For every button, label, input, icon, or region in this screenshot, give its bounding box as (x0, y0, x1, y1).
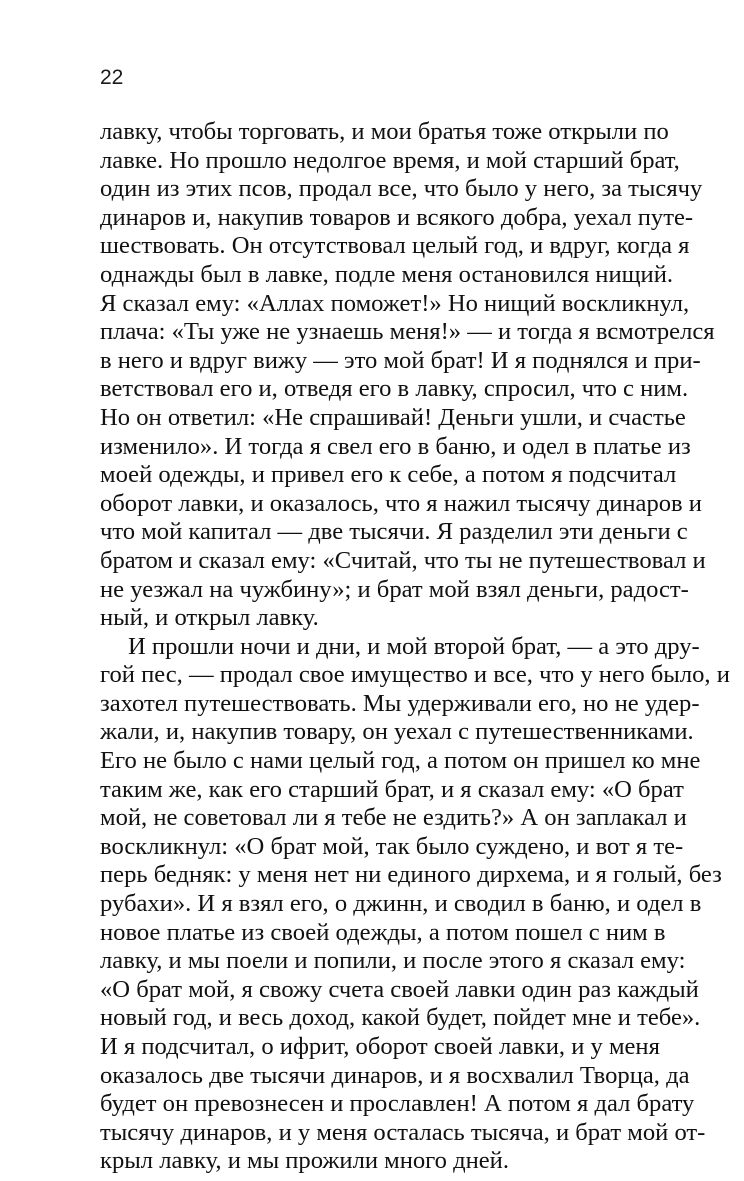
text-line: будет он превознесен и прославлен! А потом я дал брату (100, 1090, 695, 1118)
text-line: ный, и открыл лавку. (100, 604, 319, 632)
text-line: И прошли ночи и дни, и мой второй брат, — а это дру- (128, 632, 700, 660)
text-line: Я сказал ему: «Аллах поможет!» Но нищий воскликнул, (100, 289, 690, 317)
text-line: не уезжал на чужбину»; и брат мой взял деньги, радост- (100, 575, 689, 603)
text-line: братом и сказал ему: «Считай, что ты не путешествовал и (100, 546, 706, 574)
text-line: динаров и, накупив товаров и всякого добра, уехал путе- (100, 203, 694, 231)
text-line: Но он ответил: «Не спрашивай! Деньги ушли, и счастье (100, 403, 686, 431)
text-line: мой, не советовал ли я тебе не ездить?» А он заплакал и (100, 804, 687, 832)
text-line: плача: «Ты уже не узнаешь меня!» — и тогда я всмотрелся (100, 318, 715, 346)
text-line: ветствовал его и, отведя его в лавку, спросил, что с ним. (100, 375, 689, 403)
text-line: И я подсчитал, о ифрит, оборот своей лавки, и у меня (100, 1033, 660, 1060)
text-line: лавку, и мы поели и попили, и после этого я сказал ему: (100, 947, 686, 975)
text-line: рубахи». И я взял его, о джинн, и сводил в баню, и одел в (100, 890, 702, 918)
body-text (100, 118, 730, 1176)
text-line: что мой капитал — две тысячи. Я разделил эти деньги с (100, 518, 688, 546)
page-number: 22 (100, 66, 124, 89)
text-line: однажды был в лавке, подле меня остановился нищий. (100, 260, 674, 288)
text-line: жали, и, накупив товару, он уехал с путешественниками. (100, 718, 694, 746)
text-line: тысячу динаров, и у меня осталась тысяча, и брат мой от- (100, 1118, 706, 1146)
paragraph-2 (100, 632, 730, 1176)
text-line: один из этих псов, продал все, что было у него, за тысячу (100, 175, 703, 203)
text-line: гой пес, — продал свое имущество и все, что у него было, и (100, 661, 730, 689)
text-line: лавку, чтобы торговать, и мои братья тоже открыли по (100, 118, 669, 145)
text-line: перь бедняк: у меня нет ни единого дирхема, и я голый, без (100, 861, 722, 889)
text-line: крыл лавку, и мы прожили много дней. (100, 1147, 509, 1175)
text-line: новое платье из своей одежды, а потом пошел с ним в (100, 918, 666, 946)
text-line: воскликнул: «О брат мой, так было суждено, и вот я те- (100, 832, 684, 860)
text-line: лавке. Но прошло недолгое время, и мой старший брат, (100, 146, 680, 174)
paragraph-1 (100, 118, 715, 633)
text-line: моей одежды, и привел его к себе, а потом я подсчитал (100, 461, 677, 489)
text-line: шествовать. Он отсутствовал целый год, и вдруг, когда я (100, 232, 690, 260)
text-line: в него и вдруг вижу — это мой брат! И я поднялся и при- (100, 346, 701, 374)
text-line: Его не было с нами целый год, а потом он пришел ко мне (100, 747, 701, 775)
text-line: «О брат мой, я свожу счета своей лавки один раз каждый (100, 975, 699, 1003)
text-line: таким же, как его старший брат, и я сказал ему: «О брат (100, 775, 684, 803)
text-line: оказалось две тысячи динаров, и я восхвалил Творца, да (100, 1061, 690, 1089)
text-line: новый год, и весь доход, какой будет, пойдет мне и тебе». (100, 1004, 701, 1032)
text-line: захотел путешествовать. Мы удерживали его, но не удер- (100, 689, 700, 717)
text-line: оборот лавки, и оказалось, что я нажил тысячу динаров и (100, 489, 702, 517)
text-line: изменило». И тогда я свел его в баню, и одел в платье из (100, 432, 691, 460)
